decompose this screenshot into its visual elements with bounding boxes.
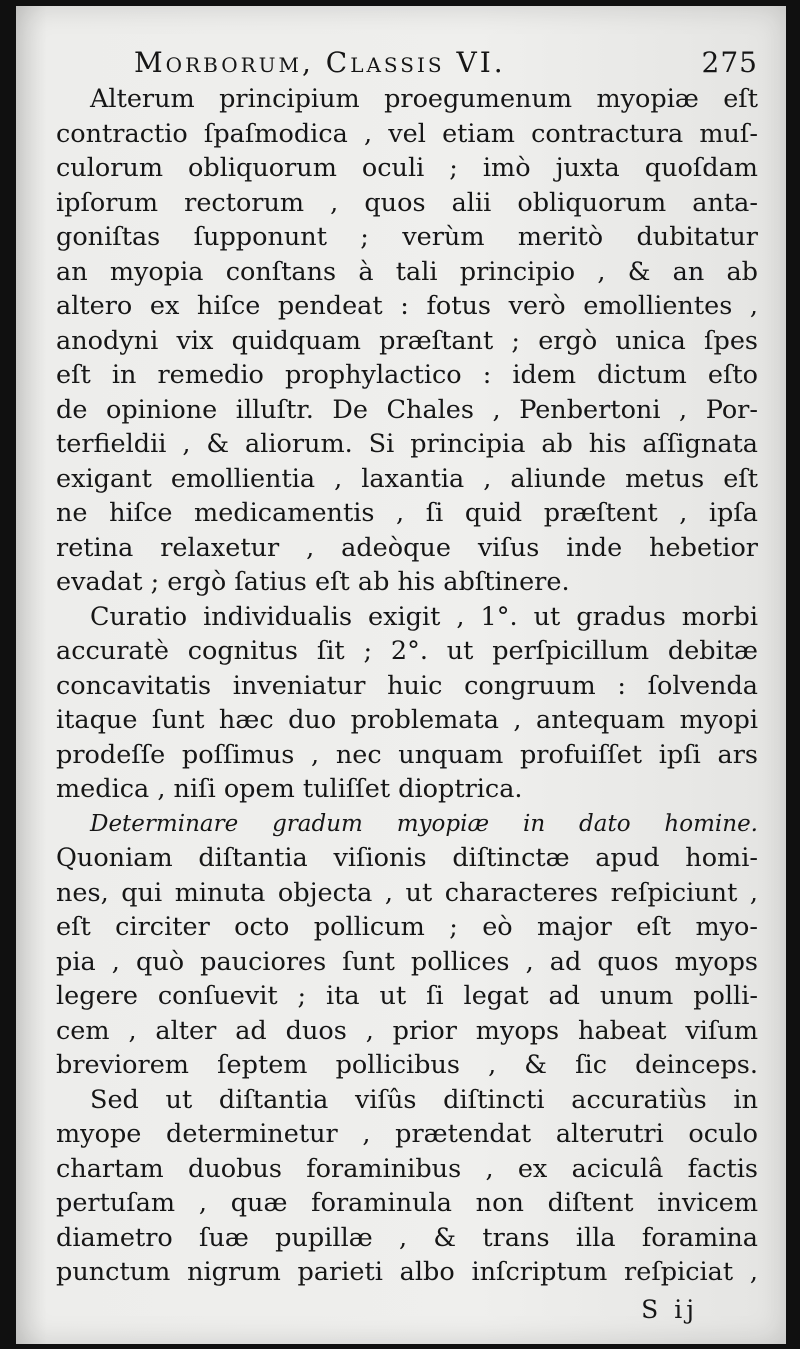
text-line: anodyni vix quidquam præſtant ; ergò unica ſpes [56,325,758,356]
page-text-block [56,46,758,1330]
text-line: retina relaxetur , adeòque viſus inde hebetior [56,532,758,563]
text-line: legere conſuevit ; ita ut ſi legat ad unum polli- [56,981,758,1011]
text-line: diametro ſuæ pupillæ , & trans illa foramina [56,1222,758,1253]
book-page [16,6,786,1344]
text-line: medica , niſi opem tuliſſet dioptrica. [56,774,523,804]
text-line: de opinione illuſtr. De Chales , Penbertoni , Por- [56,394,758,425]
text-line: concavitatis inveniatur huic congruum : ſolvenda [56,670,758,701]
running-head [56,46,758,82]
text-line: evadat ; ergò ſatius eſt ab his abſtinere. [56,567,570,597]
text-line: exigant emollientia , laxantia , aliunde metus eſt [56,463,758,494]
text-line: accuratè cognitus ſit ; 2°. ut perſpicillum debitæ [56,636,758,666]
text-line: eſt circiter octo pollicum ; eò major eſt myo- [56,912,758,942]
text-line: goniſtas ſupponunt ; verùm meritò dubitatur [56,222,758,252]
page-number: 275 [701,46,758,79]
text-line: pertuſam , quæ foraminula non diſtent invicem [56,1188,758,1218]
text-line: terfieldii , & aliorum. Si principia ab his aſſignata [56,429,758,459]
text-line: myope determinetur , prætendat alterutri oculo [56,1119,758,1149]
text-line: Alterum principium proegumenum myopiæ eſt [90,84,758,114]
section-heading: Determinare gradum myopiæ in dato homine. [90,810,758,837]
text-line: altero ex hiſce pendeat : fotus verò emollientes , [56,291,758,321]
signature-mark: S ij [641,1294,698,1324]
text-line: eſt in remedio prophylactico : idem dictum eſto [56,360,758,390]
text-line: punctum nigrum parieti albo inſcriptum reſpiciat , [56,1257,758,1287]
text-line: itaque ſunt hæc duo problemata , antequam myopi [56,705,758,735]
text-line: Sed ut diſtantia viſûs diſtincti accuratiùs in [90,1084,758,1115]
text-line: Curatio individualis exigit , 1°. ut gradus morbi [90,601,758,632]
text-line: breviorem ſeptem pollicibus , & ſic deinceps. [56,1050,758,1080]
text-line: ne hiſce medicamentis , ſi quid præſtent , ipſa [56,498,758,528]
text-line: contractio ſpaſmodica , vel etiam contractura muſ- [56,118,758,149]
text-line: prodeſſe poſſimus , nec unquam profuiſſet ipſi ars [56,739,758,770]
text-line: Quoniam diſtantia viſionis diſtinctæ apud homi- [56,843,758,873]
text-line: chartam duobus foraminibus , ex aciculâ factis [56,1153,758,1184]
running-head-title: Morborum, Classis VI. [134,46,506,79]
text-line: pia , quò pauciores ſunt pollices , ad quos myops [56,946,758,977]
text-line: cem , alter ad duos , prior myops habeat viſum [56,1015,758,1046]
text-line: ipſorum rectorum , quos alii obliquorum anta- [56,187,758,218]
text-line: culorum obliquorum oculi ; imò juxta quoſdam [56,153,758,183]
text-line: an myopia conſtans à tali principio , & an ab [56,256,758,287]
text-line: nes, qui minuta objecta , ut characteres reſpiciunt , [56,877,758,908]
